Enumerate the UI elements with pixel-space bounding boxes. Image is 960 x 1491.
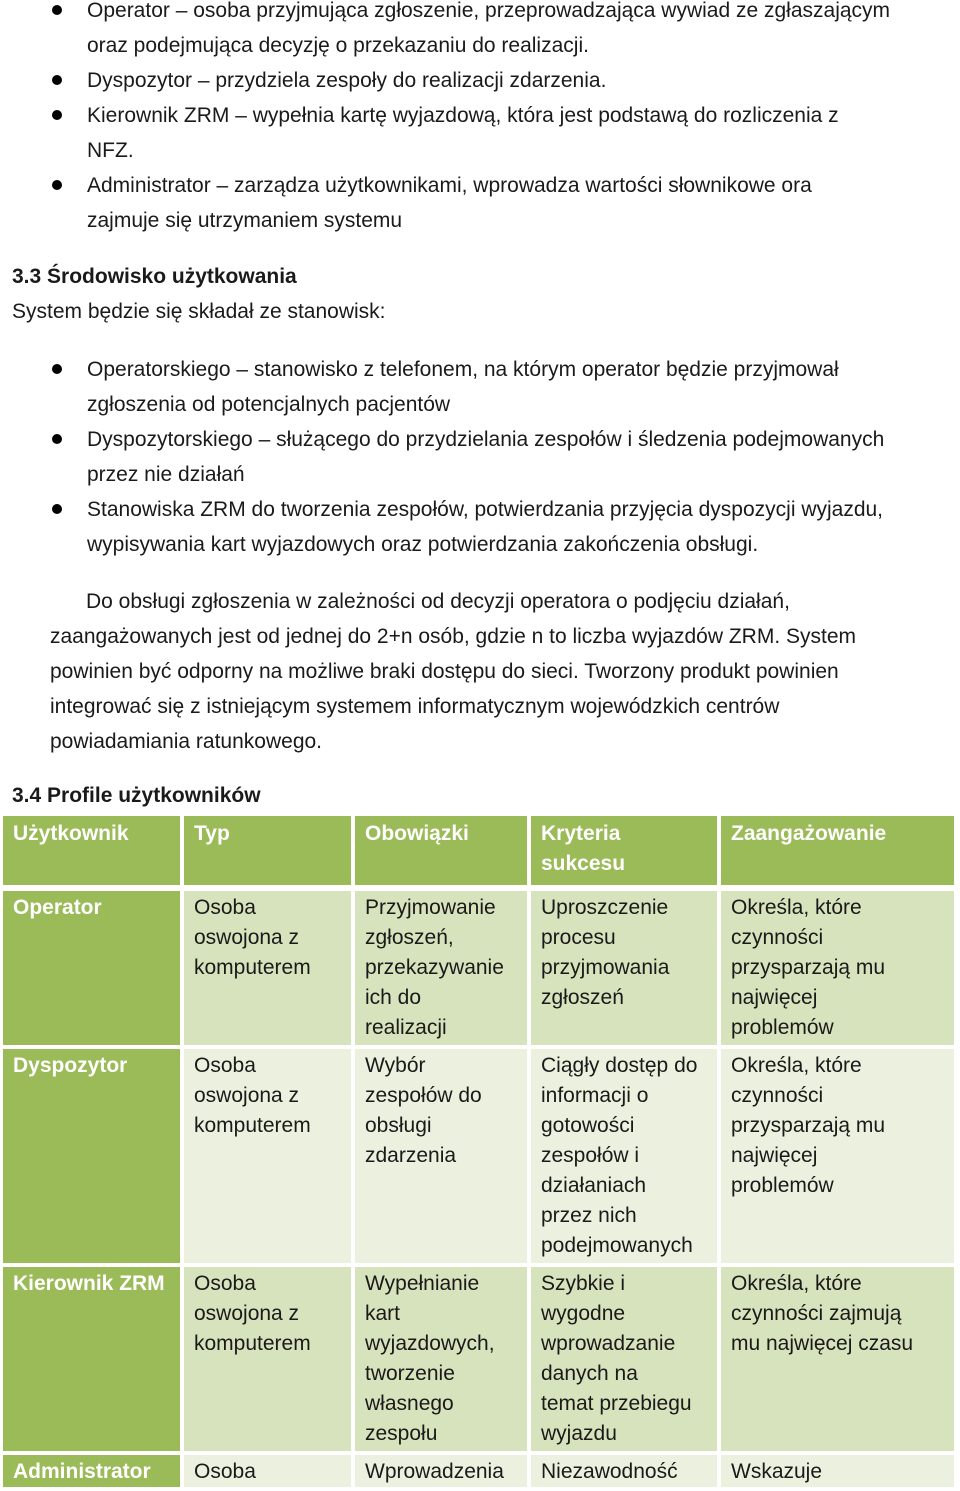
row-header-cell: Administrator xyxy=(3,1455,184,1491)
list-item: Operatorskiego – stanowisko z telefonem, na którym operator będzie przyjmował zgłoszenia od potencjalnych pacjentów xyxy=(0,352,960,422)
list-item: Kierownik ZRM – wypełnia kartę wyjazdową, która jest podstawą do rozliczenia z NFZ. xyxy=(0,98,960,168)
table-cell: Określa, które czynności przysparzają mu najwięcej problemów xyxy=(721,1049,958,1267)
section-heading: 3.3 Środowisko użytkowania xyxy=(12,265,297,288)
column-header: Zaangażowanie xyxy=(721,816,958,891)
bullet-icon xyxy=(52,364,62,374)
table-row xyxy=(3,1455,958,1491)
row-header-cell: Dyspozytor xyxy=(3,1049,184,1267)
role-list xyxy=(0,0,960,238)
table-cell: Osoba oswojona z komputerem xyxy=(184,1049,355,1267)
table-header-row xyxy=(3,816,958,891)
table-cell: Uproszczenie procesu przyjmowania zgłoszeń xyxy=(531,891,721,1049)
row-header-cell: Operator xyxy=(3,891,184,1049)
user-profiles-table xyxy=(3,816,958,1491)
bullet-icon xyxy=(52,434,62,444)
list-item: Stanowiska ZRM do tworzenia zespołów, potwierdzania przyjęcia dyspozycji wyjazdu, wypisywania kart wyjazdowych oraz potwierdzania zakończenia obsługi. xyxy=(0,492,960,562)
list-item: Dyspozytor – przydziela zespoły do realizacji zdarzenia. xyxy=(0,63,960,98)
table-cell: Przyjmowanie zgłoszeń, przekazywanie ich do realizacji xyxy=(355,891,531,1049)
bullet-icon xyxy=(52,110,62,120)
table-cell: Wypełnianie kart wyjazdowych, tworzenie własnego zespołu xyxy=(355,1267,531,1455)
table-cell: Szybkie i wygodne wprowadzanie danych na temat przebiegu wyjazdu xyxy=(531,1267,721,1455)
bullet-icon xyxy=(52,5,62,15)
table-row xyxy=(3,1049,958,1267)
table-cell: Określa, które czynności przysparzają mu najwięcej problemów xyxy=(721,891,958,1049)
table-cell: Osoba oswojona z komputerem xyxy=(184,891,355,1049)
table-cell: Niezawodność xyxy=(531,1455,721,1491)
table-cell: Osoba xyxy=(184,1455,355,1491)
bullet-icon xyxy=(52,504,62,514)
row-header-cell: Kierownik ZRM xyxy=(3,1267,184,1455)
table-cell: Ciągły dostęp do informacji o gotowości zespołów i działaniach przez nich podejmowanych xyxy=(531,1049,721,1267)
column-header: Typ xyxy=(184,816,355,891)
section-intro: System będzie się składał ze stanowisk: xyxy=(12,300,386,323)
table-row xyxy=(3,1267,958,1455)
list-item: Administrator – zarządza użytkownikami, wprowadza wartości słownikowe ora zajmuje się utrzymaniem systemu xyxy=(0,168,960,238)
table-cell: Wybór zespołów do obsługi zdarzenia xyxy=(355,1049,531,1267)
column-header: Kryteria sukcesu xyxy=(531,816,721,891)
column-header: Obowiązki xyxy=(355,816,531,891)
list-item: Dyspozytorskiego – służącego do przydzielania zespołów i śledzenia podejmowanych przez nie działań xyxy=(0,422,960,492)
section-heading: 3.4 Profile użytkowników xyxy=(12,784,261,807)
list-item: Operator – osoba przyjmująca zgłoszenie, przeprowadzająca wywiad ze zgłaszającym oraz podejmująca decyzję o przekazaniu do realizacji. xyxy=(0,0,960,63)
bullet-icon xyxy=(52,180,62,190)
column-header: Użytkownik xyxy=(3,816,184,891)
table-cell: Wprowadzenia xyxy=(355,1455,531,1491)
table-cell: Określa, które czynności zajmują mu najwięcej czasu xyxy=(721,1267,958,1455)
table-cell: Osoba oswojona z komputerem xyxy=(184,1267,355,1455)
table-row xyxy=(3,891,958,1049)
bullet-icon xyxy=(52,75,62,85)
table-cell: Wskazuje xyxy=(721,1455,958,1491)
body-paragraph: Do obsługi zgłoszenia w zależności od decyzji operatora o podjęciu działań, zaangażowanych jest od jednej do 2+n osób, gdzie n to liczba wyjazdów ZRM. System powinien być odporny na możliwe braki dostępu do sieci. Tworzony produkt powinien integrować się z istniejącym systemem informatycznym wojewódzkich centrów powiadamiania ratunkowego. xyxy=(50,590,857,753)
stations-list xyxy=(0,352,960,562)
